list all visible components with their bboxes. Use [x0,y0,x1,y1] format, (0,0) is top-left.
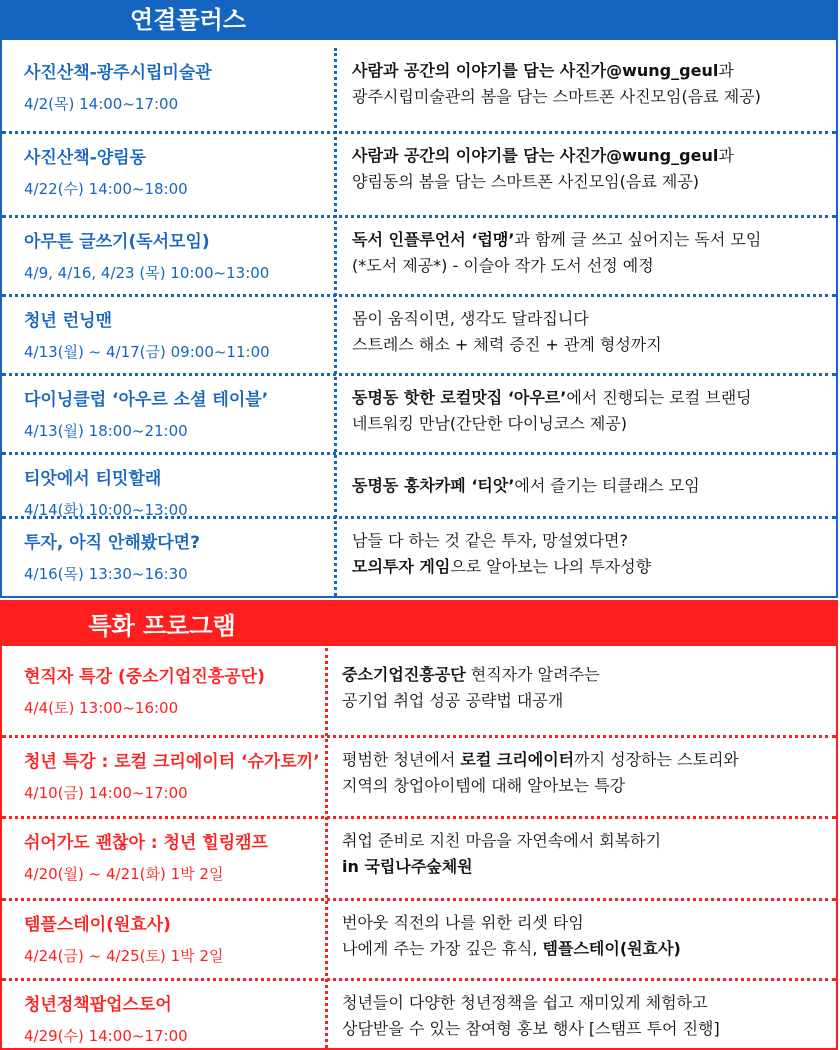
program-description [342,747,739,799]
description-line [342,773,739,799]
program-description [352,473,700,499]
program-description [352,58,761,110]
program-info [24,994,188,1046]
program-info [24,468,188,520]
section-header-label: 특화 프로그램 [64,606,260,646]
program-row [2,454,836,518]
program-title: 투자, 아직 안해봤다면? [24,533,200,553]
description-text: 청년들이 다양한 청년정책을 쉽고 재미있게 체험하고 [342,993,708,1012]
emphasis-text: 로컬 크리에이터 [460,750,575,769]
program-title: 쉬어가도 괜찮아 : 청년 힐링캠프 [24,833,268,853]
program-description [342,662,599,714]
program-row [2,980,836,1050]
program-row [2,133,836,217]
program-date: 4/13(월) ~ 4/17(금) 09:00~11:00 [24,343,270,361]
description-line [352,58,761,84]
program-description [342,828,661,880]
description-text: 과 [718,146,734,165]
description-text: 과 함께 글 쓰고 싶어지는 독서 모임 [514,230,762,249]
description-line [352,473,700,499]
program-description [352,306,662,358]
program-row [2,818,836,900]
description-text: 에서 진행되는 로컬 브랜딩 [566,388,752,407]
program-info [24,532,200,584]
program-description [342,910,681,962]
special-program-section [0,600,838,1050]
program-date: 4/16(목) 13:30~16:30 [24,565,188,583]
program-info [24,751,320,803]
program-title: 템플스테이(원효사) [24,915,171,935]
description-text: 번아웃 직전의 나를 위한 리셋 타임 [342,913,584,932]
description-text: 까지 성장하는 스토리와 [574,750,739,769]
program-date: 4/2(목) 14:00~17:00 [24,95,179,113]
program-info [24,666,265,718]
program-title: 청년 런닝맨 [24,311,113,331]
description-line [352,169,734,195]
description-line [342,990,720,1016]
program-row [2,652,836,737]
program-info [24,914,223,966]
program-date: 4/24(금) ~ 4/25(토) 1박 2일 [24,947,224,965]
description-line [342,688,599,714]
description-line [352,84,761,110]
description-line [352,332,662,358]
description-line [342,828,661,854]
description-line [342,936,681,962]
program-description [352,528,651,580]
program-description [342,990,720,1042]
emphasis-text: 사람과 공간의 이야기를 담는 사진가@wung_geul [352,146,719,165]
program-description [352,227,761,279]
description-text: 현직자가 알려주는 [465,665,600,684]
description-text: 스트레스 해소 + 체력 증진 + 관계 형성까지 [352,335,662,354]
description-line [352,528,651,554]
program-row [2,375,836,454]
description-text: 공기업 취업 성공 공략법 대공개 [342,691,564,710]
program-date: 4/29(수) 14:00~17:00 [24,1027,188,1045]
description-line [342,854,661,880]
description-text: 과 [718,61,734,80]
description-text: 에서 즐기는 티클래스 모임 [514,476,700,495]
emphasis-text: 독서 인플루언서 ‘럽맹’ [352,230,515,249]
description-text: 지역의 창업아이템에 대해 알아보는 특강 [342,776,626,795]
program-title: 아무튼 글쓰기(독서모임) [24,232,210,252]
program-row [2,900,836,980]
program-date: 4/4(토) 13:00~16:00 [24,699,179,717]
description-line [342,747,739,773]
section-header-label: 연결플러스 [98,0,278,40]
program-info [24,231,269,283]
description-line [342,662,599,688]
program-title: 현직자 특강 (중소기업진흥공단) [24,667,265,687]
description-text: 남들 다 하는 것 같은 투자, 망설였다면? [352,531,628,550]
program-date: 4/9, 4/16, 4/23 (목) 10:00~13:00 [24,264,270,282]
program-date: 4/10(금) 14:00~17:00 [24,784,188,802]
program-info [24,62,212,114]
description-text: 으로 알아보는 나의 투자성향 [450,557,652,576]
program-date: 4/20(월) ~ 4/21(화) 1박 2일 [24,865,224,883]
description-text: 나에게 주는 가장 깊은 휴식, [342,939,543,958]
emphasis-text: 동명동 핫한 로컬맛집 ‘아우르’ [352,388,567,407]
description-line [352,411,752,437]
description-text: 광주시립미술관의 봄을 담는 스마트폰 사진모임(음료 제공) [352,87,761,106]
program-date: 4/22(수) 14:00~18:00 [24,180,188,198]
description-line [352,143,734,169]
program-date: 4/14(화) 10:00~13:00 [24,501,188,519]
emphasis-text: 템플스테이(원효사) [542,939,681,958]
emphasis-text: 중소기업진흥공단 [342,665,466,684]
program-title: 다이닝클럽 ‘아우르 소셜 테이블’ [24,390,269,410]
emphasis-text: 사람과 공간의 이야기를 담는 사진가@wung_geul [352,61,719,80]
program-date: 4/13(월) 18:00~21:00 [24,422,188,440]
description-text: 몸이 움직이면, 생각도 달라집니다 [352,309,589,328]
emphasis-text: 모의투자 게임 [352,557,451,576]
description-line [352,306,662,332]
description-text: 상담받을 수 있는 참여형 홍보 행사 [스탬프 투어 진행] [342,1019,720,1038]
description-line [352,253,761,279]
emphasis-text: 동명동 홍차카페 ‘티앗’ [352,476,515,495]
description-text: 평범한 청년에서 [342,750,461,769]
description-text: 네트워킹 만남(간단한 다이닝코스 제공) [352,414,628,433]
program-row [2,518,836,598]
description-text: 취업 준비로 지친 마음을 자연속에서 회복하기 [342,831,662,850]
description-text: (*도서 제공*) - 이슬아 작가 도서 선정 예정 [352,256,654,275]
program-title: 사진산책-양림동 [24,148,147,168]
program-description [352,385,752,437]
description-line [352,227,761,253]
program-row [2,737,836,818]
program-info [24,389,268,441]
program-info [24,310,270,362]
description-line [342,910,681,936]
program-title: 청년정책팝업스토어 [24,995,172,1015]
program-title: 티앗에서 티밋할래 [24,469,162,489]
description-line [342,1016,720,1042]
program-row [2,296,836,375]
program-description [352,143,734,195]
program-info [24,147,188,199]
description-line [352,385,752,411]
program-row [2,48,836,133]
program-title: 사진산책-광주시립미술관 [24,63,212,83]
program-row [2,217,836,296]
description-text: 양림동의 봄을 담는 스마트폰 사진모임(음료 제공) [352,172,700,191]
program-title: 청년 특강 : 로컬 크리에이터 ‘슈가토끼’ [24,752,320,772]
program-info [24,832,268,884]
description-line [352,554,651,580]
emphasis-text: in 국립나주숲체원 [342,857,473,876]
